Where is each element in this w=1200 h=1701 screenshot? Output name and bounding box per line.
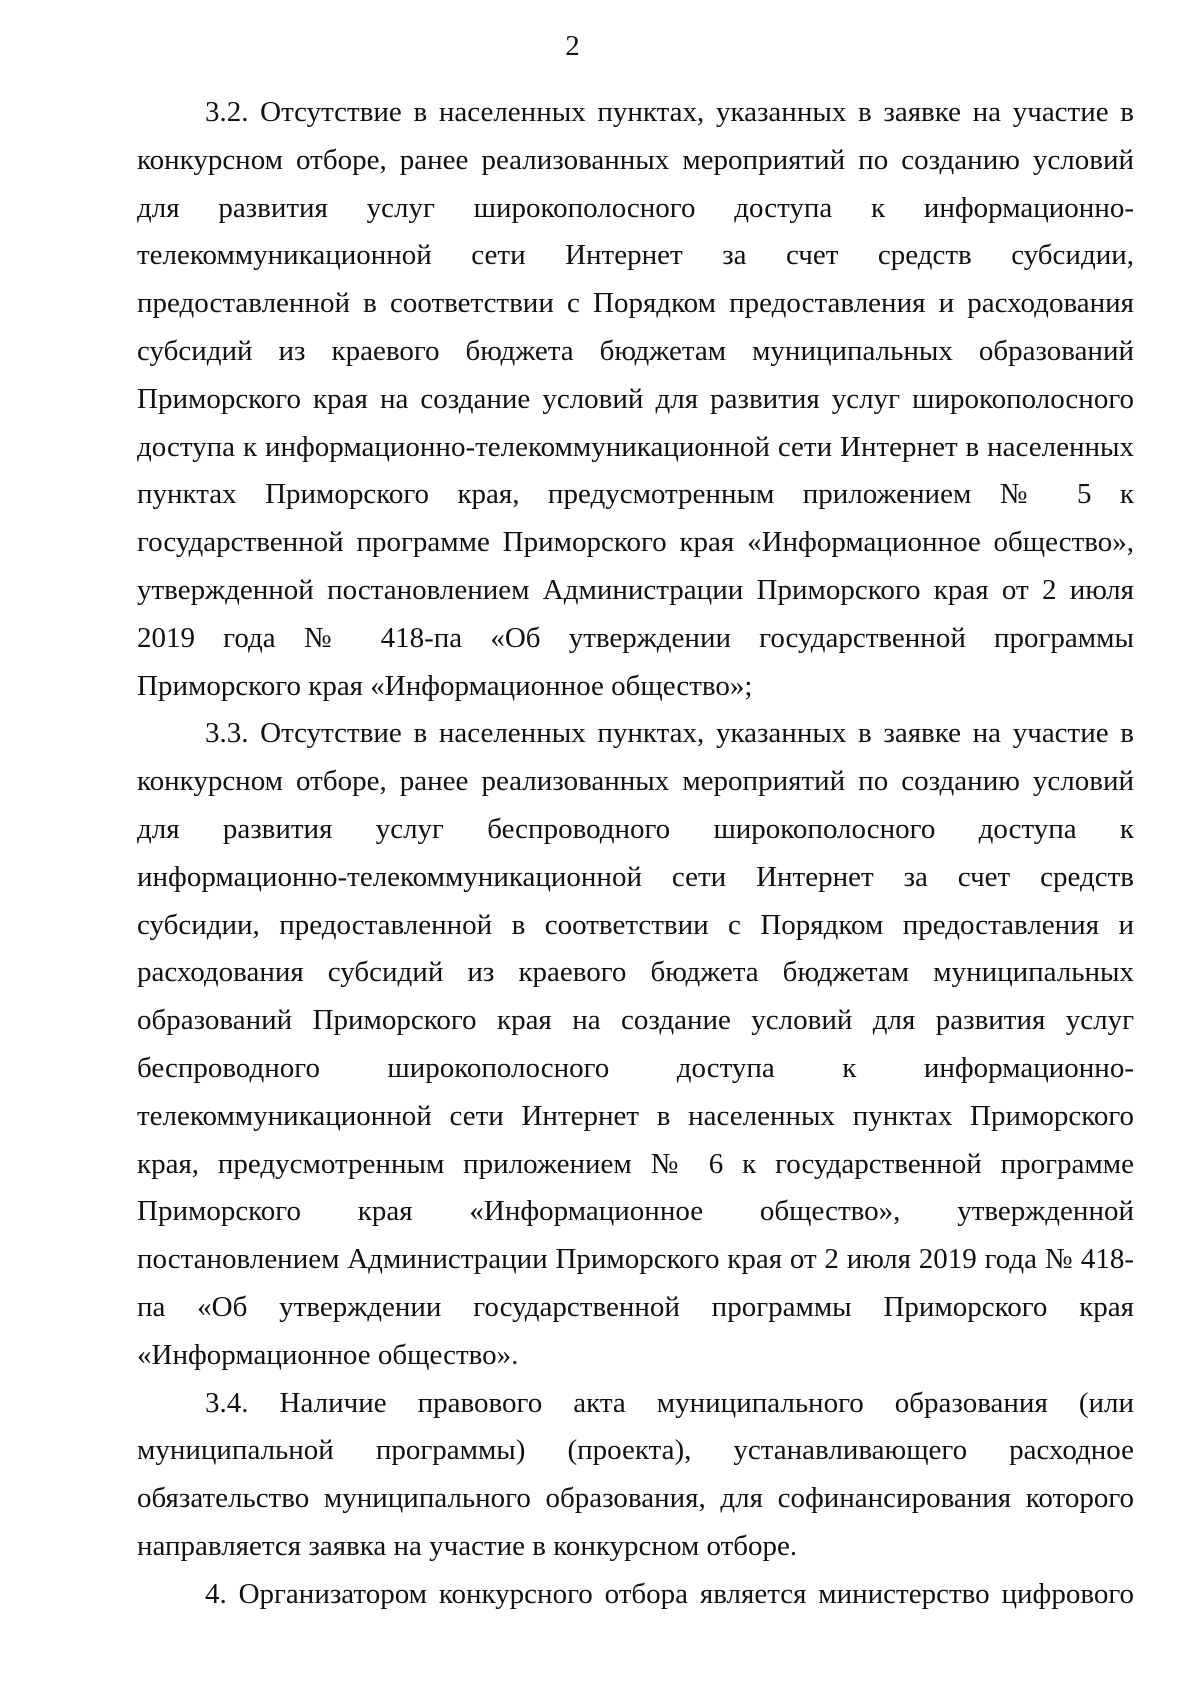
paragraph-3-4: 3.4. Наличие правового акта муниципального образования (или муниципальной программы) (проекта), устанавливающего расходное обязательство муниципального образования, для софинансирования которого направляется заявка на участие в конкурсном отборе. <box>137 1386 1134 1562</box>
page-number: 2 <box>565 30 580 62</box>
document-body <box>137 89 1134 1619</box>
paragraph-4: 4. Организатором конкурсного отбора является министерство цифрового <box>205 1577 1134 1610</box>
paragraph-3-3: 3.3. Отсутствие в населенных пунктах, указанных в заявке на участие в конкурсном отборе, ранее реализованных мероприятий по созданию условий для развития услуг беспроводного широкополосного доступа к информационно-телекоммуникационной сети Интернет за счет средств субсидии, предоставленной в соответствии с Порядком предоставления и расходования субсидий из краевого бюджета бюджетам муниципальных образований Приморского края на создание условий для развития услуг беспроводного широкополосного доступа к информационно-телекоммуникационной сети Интернет в населенных пунктах Приморского края, предусмотренным приложением № 6 к государственной программе Приморского края «Информационное общество», утвержденной постановлением Администрации Приморского края от 2 июля 2019 года № 418-па «Об утверждении государственной программы Приморского края «Информационное общество». <box>137 717 1134 1371</box>
paragraph-3-2: 3.2. Отсутствие в населенных пунктах, указанных в заявке на участие в конкурсном отборе, ранее реализованных мероприятий по созданию условий для развития услуг широкополосного доступа к информационно-телекоммуникационной сети Интернет за счет средств субсидии, предоставленной в соответствии с Порядком предоставления и расходования субсидий из краевого бюджета бюджетам муниципальных образований Приморского края на создание условий для развития услуг широкополосного доступа к информационно-телекоммуникационной сети Интернет в населенных пунктах Приморского края, предусмотренным приложением № 5 к государственной программе Приморского края «Информационное общество», утвержденной постановлением Администрации Приморского края от 2 июля 2019 года № 418-па «Об утверждении государственной программы Приморского края «Информационное общество»; <box>137 96 1134 702</box>
